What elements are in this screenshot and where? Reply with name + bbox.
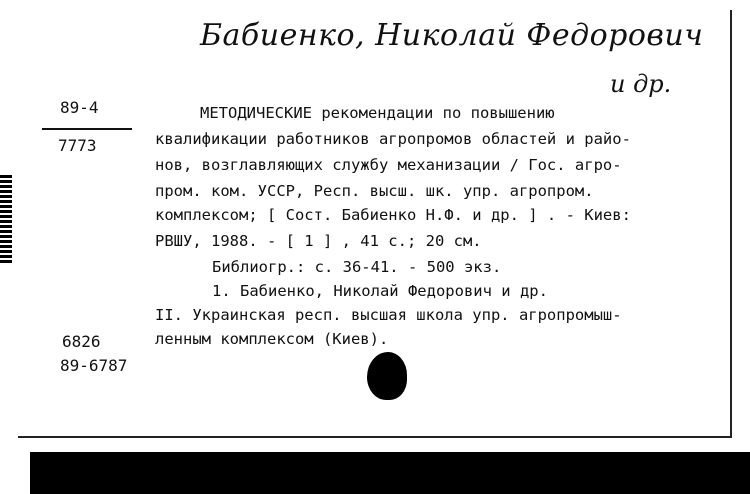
description-line-5: комплексом; [ Сост. Бабиенко Н.Ф. и др. ] . - Киев: [155,206,631,224]
call-number-divider [42,128,132,130]
call-number-main: 7773 [58,136,97,155]
inventory-number-1: 6826 [62,332,101,351]
inventory-number-2: 89-6787 [60,356,128,375]
description-line-1: МЕТОДИЧЕСКИЕ рекомендации по повышению [200,104,555,122]
scan-bottom-band [30,452,750,494]
description-line-2: квалификации работников агропромов областей и райо- [155,130,631,148]
description-line-6: РВШУ, 1988. - [ 1 ] , 41 с.; 20 см. [155,232,482,250]
added-entry-institution: II. Украинская респ. высшая школа упр. агропромыш- [155,306,622,324]
handwritten-heading-extra: и др. [610,70,672,98]
added-entry-author: 1. Бабиенко, Николай Федорович и др. [212,282,548,300]
description-line-3: нов, возглавляющих службу механизации / Гос. агро- [155,156,622,174]
scan-edge-strip [0,175,12,265]
bibliography-line: Библиогр.: с. 36-41. - 500 экз. [212,258,502,276]
description-line-4: пром. ком. УССР, Респ. высш. шк. упр. агропром. [155,182,594,200]
handwritten-author-heading: Бабиенко, Николай Федорович [200,18,704,53]
added-entry-institution-cont: ленным комплексом (Киев). [155,330,389,348]
punch-hole-mark [367,352,407,400]
call-number-top: 89-4 [60,98,99,117]
